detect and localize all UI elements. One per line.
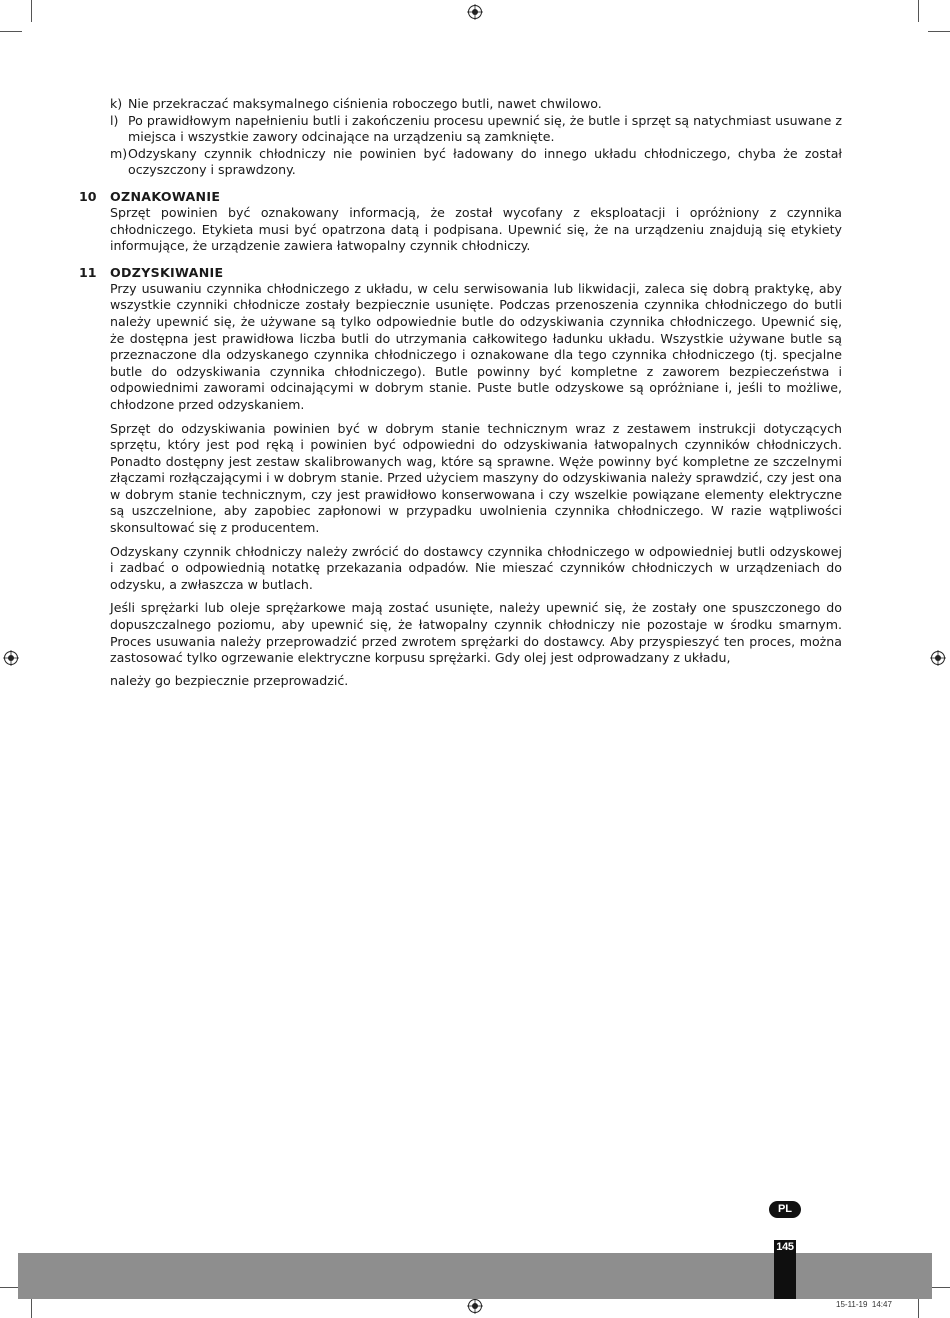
crop-mark-top-left-h bbox=[0, 31, 22, 32]
crop-mark-bottom-right-v bbox=[918, 1296, 919, 1318]
crop-mark-top-left-v bbox=[31, 0, 32, 22]
list-item-l bbox=[110, 113, 842, 146]
section-title: ODZYSKIWANIE bbox=[110, 264, 224, 280]
list-item-m bbox=[110, 146, 842, 179]
paragraph: Odzyskany czynnik chłodniczy należy zwrócić do dostawcy czynnika chłodniczego w odpowiedniej butli odzyskowej i zadbać o odpowiednią notatkę przekazania odpadów. Nie mieszać czynników chłodniczych w urządzeniach do odzysku, a zwłaszcza w butlach. bbox=[110, 543, 842, 592]
list-marker: l) bbox=[110, 112, 119, 128]
paragraph: Przy usuwaniu czynnika chłodniczego z układu, w celu serwisowania lub likwidacji, zaleca się dobrą praktykę, aby wszystkie czynniki chłodnicze zostały bezpiecznie usunięte. Podczas przenoszenia czynnika chłodniczego do butli należy upewnić się, że używane są tylko odpowiednie butle do odzyskiwania czynnika chłodniczego. Upewnić się, że dostępna jest prawidłowa liczba butli do utrzymania całkowitego ładunku układu. Wszystkie używane butle są przeznaczone dla odzyskanego czynnika chłodniczego i oznakowane dla tego czynnika chłodniczego (tj. specjalne butle do odzyskiwania czynnika chłodniczego). Butle powinny być kompletne z zaworem bezpieczeństwa i odpowiednimi zaworami odcinającymi w dobrym stanie. Puste butle odzyskowe są opróżniane i, jeśli to możliwe, chłodzone przed odzyskaniem. bbox=[110, 280, 842, 412]
crop-mark-bottom-left-v bbox=[31, 1296, 32, 1318]
crop-mark-top-right-h bbox=[928, 31, 950, 32]
registration-crosshair-icon bbox=[467, 1298, 483, 1314]
section-title: OZNAKOWANIE bbox=[110, 188, 221, 204]
registration-crosshair-icon bbox=[467, 4, 483, 20]
paragraph: Sprzęt powinien być oznakowany informacją, że został wycofany z eksploatacji i opróżniony z czynnika chłodniczego. Etykieta musi być opatrzona datą i podpisana. Upewnić się, że na urządzeniu znajdują się etykiety informujące, że urządzenie zawiera łatwopalny czynnik chłodniczy. bbox=[110, 204, 842, 254]
page-number: 145 bbox=[776, 1241, 794, 1253]
list-item-k bbox=[110, 96, 842, 113]
paragraph: Jeśli sprężarki lub oleje sprężarkowe mają zostać usunięte, należy upewnić się, że zostały one spuszczonego do dopuszczalnego poziomu, aby upewnić się, że łatwopalny czynnik chłodniczy nie pozostaje w środku smarnym. Proces usuwania należy przeprowadzić przed zwrotem sprężarki do dostawcy. Aby przyspieszyć ten proces, można zastosować tylko ogrzewanie elektryczne korpusu sprężarki. Gdy olej jest odprowadzany z układu, bbox=[110, 600, 842, 666]
section-odzyskiwanie bbox=[0, 264, 950, 690]
list-marker: k) bbox=[110, 96, 123, 111]
list-item-text: Nie przekraczać maksymalnego ciśnienia roboczego butli, nawet chwilowo. bbox=[128, 96, 602, 111]
document-body bbox=[0, 96, 950, 689]
language-badge: PL bbox=[769, 1201, 801, 1218]
list-item-text: Po prawidłowym napełnieniu butli i zakończeniu procesu upewnić się, że butle i sprzęt są natychmiast usuwane z miejsca i wszystkie zawory odcinające na urządzeniu są zamknięte. bbox=[128, 112, 842, 145]
section-number: 11 bbox=[79, 264, 97, 280]
section-number: 10 bbox=[79, 188, 97, 204]
section-oznakowanie bbox=[0, 188, 950, 255]
list-item-text: Odzyskany czynnik chłodniczy nie powinien być ładowany do innego układu chłodniczego, chyba że został oczyszczony i sprawdzony. bbox=[128, 145, 842, 178]
crop-mark-top-right-v bbox=[918, 0, 919, 22]
paragraph: Sprzęt do odzyskiwania powinien być w dobrym stanie technicznym wraz z zestawem instrukcji dotyczących sprzętu, który jest pod ręką i powinien być odpowiedni do odzyskiwania łatwopalnych czynników chłodniczych. Ponadto dostępny jest zestaw skalibrowanych wag, które są sprawne. Węże powinny być kompletne ze szczelnymi złączami rozłączającymi i w dobrym stanie. Przed użyciem maszyny do odzyskiwania należy sprawdzić, czy jest ona w dobrym stanie technicznym, czy jest prawidłowo konserwowana i czy wszelkie powiązane elementy elektryczne są uszczelnione, aby zapobiec zapłonowi w przypadku uwolnienia czynnika chłodniczego. W razie wątpliwości skonsultować się z producentem. bbox=[110, 420, 842, 536]
paragraph: należy go bezpiecznie przeprowadzić. bbox=[110, 672, 349, 688]
list-marker: m) bbox=[110, 145, 128, 161]
print-timestamp: 15-11-19 14:47 bbox=[836, 1300, 892, 1309]
